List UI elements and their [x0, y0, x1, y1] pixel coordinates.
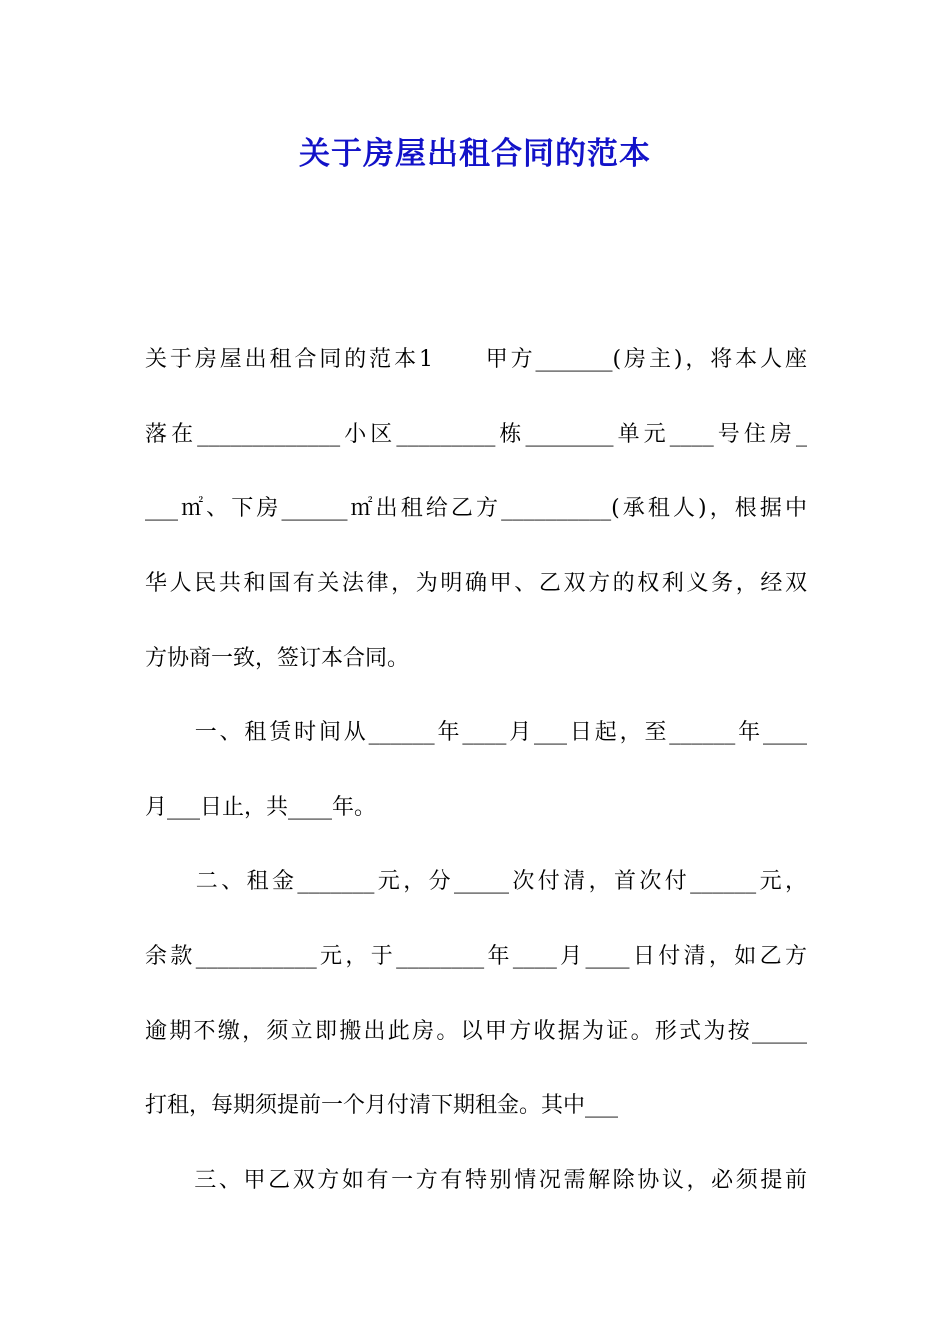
body-line: 方协商一致，签订本合同。	[145, 646, 410, 671]
body-line: 打租，每期须提前一个月付清下期租金。其中___	[145, 1093, 619, 1118]
body-line: 逾期不缴，须立即搬出此房。以甲方收据为证。形式为按_____	[145, 1019, 807, 1044]
document-title: 关于房屋出租合同的范本	[299, 136, 651, 172]
body-line: 落在_____________小区_________栋________单元____号住房_	[145, 422, 807, 447]
body-line: 月___日止，共____年。	[145, 795, 377, 820]
body-line: 一、租赁时间从______年____月___日起，至______年____	[145, 720, 807, 745]
body-line: 三、甲乙双方如有一方有特别情况需解除协议，必须提前	[145, 1168, 807, 1193]
body-line: 二、租金_______元，分_____次付清，首次付______元，	[145, 869, 807, 894]
body-line: 关于房屋出租合同的范本1 甲方_______(房主)，将本人座	[145, 347, 807, 372]
body-line: 余款___________元，于________年____月____日付清，如乙方	[145, 944, 807, 969]
body-line: 华人民共和国有关法律，为明确甲、乙双方的权利义务，经双	[145, 571, 807, 596]
body-line: ___㎡、下房______㎡出租给乙方__________(承租人)，根据中	[145, 496, 807, 521]
